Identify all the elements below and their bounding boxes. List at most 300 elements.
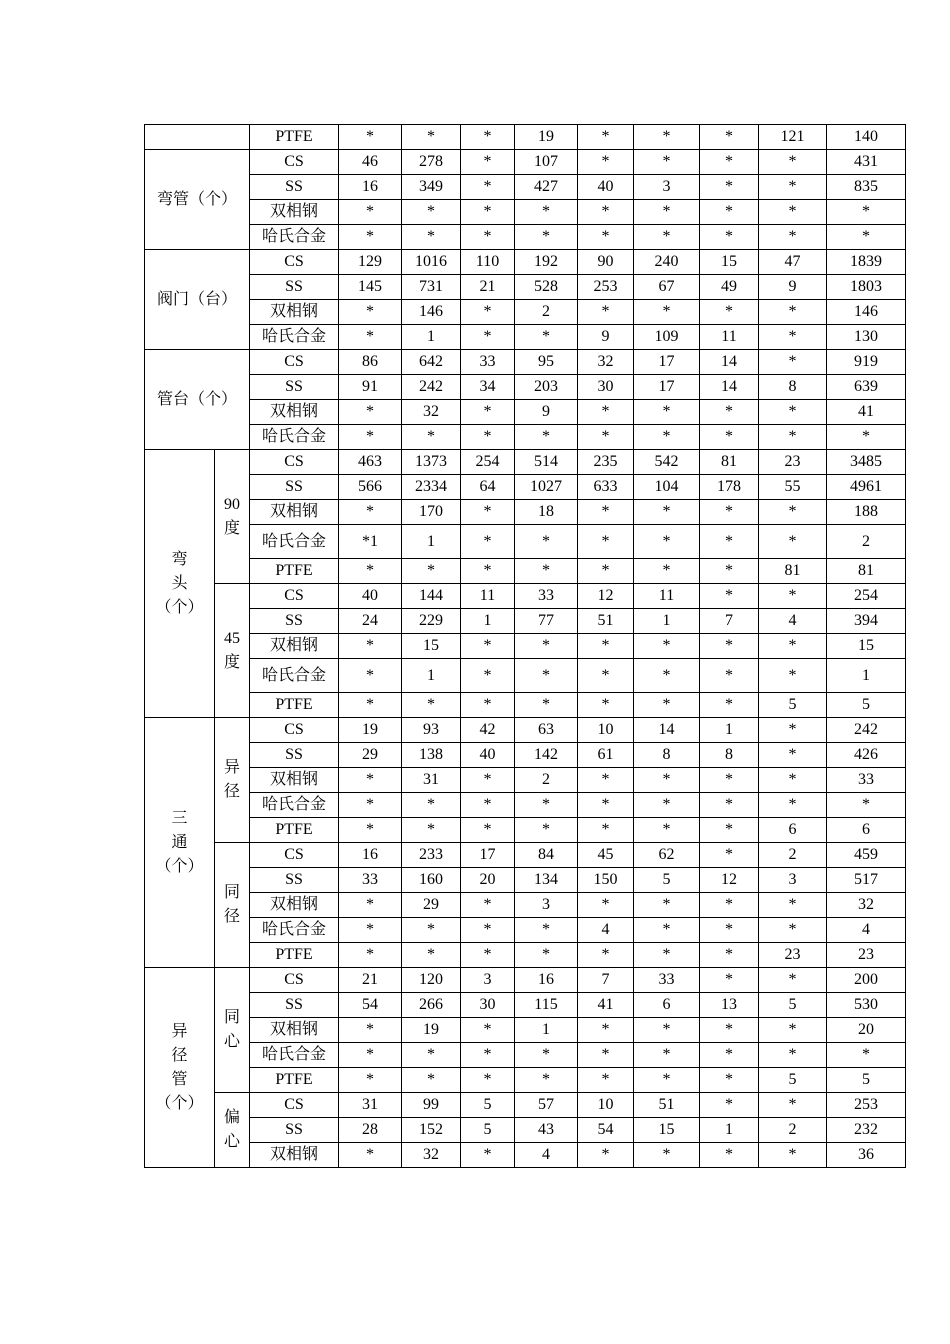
value-cell: * [578,500,634,525]
table-row [145,768,906,793]
value-cell: 2 [515,768,578,793]
value-cell: 566 [339,475,402,500]
value-cell: * [461,300,515,325]
table-row [145,200,906,225]
value-cell: * [339,818,402,843]
value-cell: * [700,634,759,659]
value-cell: * [759,1043,827,1068]
value-cell: 5 [759,1068,827,1093]
value-cell: 17 [634,375,700,400]
value-cell: * [578,818,634,843]
value-cell: * [461,634,515,659]
value-cell: 7 [578,968,634,993]
value-cell: 4 [515,1143,578,1168]
value-cell: 170 [402,500,461,525]
value-cell: * [634,634,700,659]
value-cell: * [461,943,515,968]
value-cell: * [339,893,402,918]
value-cell: * [700,793,759,818]
value-cell: 34 [461,375,515,400]
value-cell: 188 [827,500,906,525]
value-cell: 459 [827,843,906,868]
value-cell: 21 [339,968,402,993]
value-cell: * [827,1043,906,1068]
material-cell: 双相钢 [250,1143,339,1168]
value-cell: * [827,793,906,818]
subcategory-label: 45 度 [215,584,250,718]
table-row [145,659,906,693]
value-cell: 232 [827,1118,906,1143]
table-row [145,584,906,609]
value-cell: * [759,793,827,818]
value-cell: 32 [402,400,461,425]
value-cell: 33 [827,768,906,793]
value-cell: 349 [402,175,461,200]
value-cell: * [700,125,759,150]
value-cell: * [339,125,402,150]
value-cell: * [700,768,759,793]
table-row [145,743,906,768]
value-cell: 130 [827,325,906,350]
material-cell: CS [250,843,339,868]
value-cell: 17 [634,350,700,375]
table-row [145,475,906,500]
value-cell: * [578,525,634,559]
value-cell: 639 [827,375,906,400]
value-cell: 46 [339,150,402,175]
value-cell: 140 [827,125,906,150]
value-cell: * [578,150,634,175]
value-cell: 203 [515,375,578,400]
value-cell: * [700,693,759,718]
value-cell: 1 [515,1018,578,1043]
value-cell: * [461,150,515,175]
value-cell: 1 [402,659,461,693]
value-cell: * [339,425,402,450]
table-row [145,843,906,868]
value-cell: * [634,1143,700,1168]
table-row [145,275,906,300]
value-cell: 254 [827,584,906,609]
value-cell: 253 [827,1093,906,1118]
value-cell: * [339,943,402,968]
value-cell: * [515,425,578,450]
value-cell: 145 [339,275,402,300]
value-cell: * [759,200,827,225]
value-cell: * [515,793,578,818]
value-cell: 110 [461,250,515,275]
value-cell: 99 [402,1093,461,1118]
value-cell: * [634,425,700,450]
subcategory-label: 同 径 [215,843,250,968]
value-cell: 16 [339,843,402,868]
material-cell: PTFE [250,943,339,968]
value-cell: 20 [461,868,515,893]
value-cell: 15 [634,1118,700,1143]
value-cell: * [759,768,827,793]
value-cell: * [827,425,906,450]
value-cell: 40 [339,584,402,609]
value-cell: * [402,943,461,968]
material-cell: 哈氏合金 [250,1043,339,1068]
value-cell: 36 [827,1143,906,1168]
value-cell: 17 [461,843,515,868]
value-cell: * [578,1068,634,1093]
value-cell: 23 [759,943,827,968]
value-cell: * [634,225,700,250]
value-cell: * [515,693,578,718]
value-cell: * [339,200,402,225]
value-cell: * [634,1018,700,1043]
value-cell: 6 [759,818,827,843]
value-cell: * [402,793,461,818]
material-cell: 哈氏合金 [250,325,339,350]
value-cell: * [461,400,515,425]
value-cell: 109 [634,325,700,350]
value-cell: 5 [461,1093,515,1118]
value-cell: 32 [402,1143,461,1168]
category-label: 管台（个） [145,350,250,450]
value-cell: * [339,559,402,584]
category-label: 阀门（台） [145,250,250,350]
value-cell: * [578,1143,634,1168]
value-cell: * [515,818,578,843]
value-cell: * [461,559,515,584]
value-cell: 10 [578,718,634,743]
value-cell: 5 [827,1068,906,1093]
value-cell: * [578,1043,634,1068]
table-row [145,1143,906,1168]
value-cell: 5 [634,868,700,893]
material-cell: SS [250,475,339,500]
table-row [145,718,906,743]
value-cell: * [515,634,578,659]
table-row [145,1093,906,1118]
value-cell: 6 [634,993,700,1018]
value-cell: * [578,200,634,225]
value-cell: 29 [402,893,461,918]
value-cell: 21 [461,275,515,300]
value-cell: 3 [515,893,578,918]
value-cell: 150 [578,868,634,893]
value-cell: * [700,200,759,225]
value-cell: * [634,918,700,943]
value-cell: 15 [827,634,906,659]
value-cell: 514 [515,450,578,475]
reducer-category-label: 异 径 管 （个） [145,968,215,1168]
value-cell: 528 [515,275,578,300]
table-row [145,559,906,584]
material-cell: 双相钢 [250,500,339,525]
value-cell: 146 [402,300,461,325]
value-cell: 45 [578,843,634,868]
table-row [145,425,906,450]
value-cell: 32 [827,893,906,918]
value-cell: 16 [515,968,578,993]
value-cell: * [461,918,515,943]
material-cell: 哈氏合金 [250,659,339,693]
value-cell: 15 [402,634,461,659]
value-cell: 4 [578,918,634,943]
value-cell: 84 [515,843,578,868]
value-cell: 3 [634,175,700,200]
material-cell: CS [250,584,339,609]
value-cell: * [461,200,515,225]
value-cell: * [339,500,402,525]
material-cell: 双相钢 [250,893,339,918]
value-cell: * [700,400,759,425]
value-cell: 33 [515,584,578,609]
value-cell: * [634,818,700,843]
value-cell: * [759,1018,827,1043]
material-cell: 双相钢 [250,768,339,793]
value-cell: 542 [634,450,700,475]
value-cell: 3485 [827,450,906,475]
value-cell: 3 [461,968,515,993]
value-cell: * [461,525,515,559]
value-cell: 9 [759,275,827,300]
value-cell: * [759,918,827,943]
value-cell: 120 [402,968,461,993]
value-cell: * [759,718,827,743]
value-cell: * [402,200,461,225]
value-cell: * [759,893,827,918]
value-cell: 18 [515,500,578,525]
value-cell: * [700,843,759,868]
value-cell: * [634,150,700,175]
value-cell: 54 [339,993,402,1018]
value-cell: 11 [700,325,759,350]
value-cell: * [461,659,515,693]
value-cell: 30 [461,993,515,1018]
value-cell: 463 [339,450,402,475]
table-row [145,400,906,425]
value-cell: 178 [700,475,759,500]
value-cell: 152 [402,1118,461,1143]
value-cell: 278 [402,150,461,175]
material-cell: CS [250,250,339,275]
value-cell: 55 [759,475,827,500]
value-cell: 32 [578,350,634,375]
value-cell: * [634,1043,700,1068]
material-cell: SS [250,175,339,200]
table-body [145,125,906,1168]
material-cell: PTFE [250,693,339,718]
value-cell: 242 [402,375,461,400]
value-cell: 8 [700,743,759,768]
value-cell: *1 [339,525,402,559]
value-cell: * [759,1143,827,1168]
value-cell: * [759,584,827,609]
value-cell: 919 [827,350,906,375]
value-cell: 4 [759,609,827,634]
table-row [145,1068,906,1093]
value-cell: * [759,1093,827,1118]
value-cell: * [759,525,827,559]
value-cell: 40 [578,175,634,200]
value-cell: * [759,500,827,525]
value-cell: * [578,400,634,425]
material-cell: SS [250,275,339,300]
value-cell: 254 [461,450,515,475]
value-cell: * [578,659,634,693]
material-cell: SS [250,993,339,1018]
value-cell: 134 [515,868,578,893]
value-cell: 51 [578,609,634,634]
value-cell: 242 [827,718,906,743]
value-cell: * [578,225,634,250]
value-cell: 2 [827,525,906,559]
tee-category-label: 三 通 （个） [145,718,215,968]
value-cell: * [461,1043,515,1068]
value-cell: * [700,300,759,325]
value-cell: * [759,400,827,425]
value-cell: * [339,1143,402,1168]
value-cell: 1803 [827,275,906,300]
value-cell: * [515,943,578,968]
value-cell: * [700,525,759,559]
value-cell: 12 [700,868,759,893]
value-cell: 57 [515,1093,578,1118]
value-cell: 142 [515,743,578,768]
value-cell: * [461,425,515,450]
table-row [145,793,906,818]
value-cell: * [578,893,634,918]
value-cell: 31 [339,1093,402,1118]
value-cell: * [461,1018,515,1043]
value-cell: 41 [827,400,906,425]
value-cell: 9 [578,325,634,350]
material-cell: 双相钢 [250,1018,339,1043]
value-cell: * [578,793,634,818]
value-cell: * [700,1093,759,1118]
value-cell: * [402,1043,461,1068]
table-row [145,893,906,918]
material-cell: SS [250,1118,339,1143]
table-row [145,500,906,525]
value-cell: * [461,818,515,843]
value-cell: * [402,1068,461,1093]
value-cell: 5 [759,993,827,1018]
value-cell: * [759,350,827,375]
value-cell: * [339,918,402,943]
value-cell: 431 [827,150,906,175]
value-cell: * [339,1068,402,1093]
table-row [145,993,906,1018]
value-cell: 12 [578,584,634,609]
material-cell: PTFE [250,1068,339,1093]
value-cell: 1839 [827,250,906,275]
value-cell: * [461,768,515,793]
value-cell: 1 [700,1118,759,1143]
piping-statistics-table [144,124,906,1168]
table-row [145,818,906,843]
category-label: 弯管（个） [145,150,250,250]
value-cell: 2 [515,300,578,325]
value-cell: * [578,693,634,718]
value-cell: * [634,1068,700,1093]
material-cell: 双相钢 [250,300,339,325]
value-cell: * [578,943,634,968]
value-cell: 30 [578,375,634,400]
table-row [145,375,906,400]
value-cell: * [700,1143,759,1168]
table-row [145,1118,906,1143]
material-cell: PTFE [250,125,339,150]
material-cell: CS [250,968,339,993]
value-cell: * [339,659,402,693]
material-cell: CS [250,450,339,475]
subcategory-label: 异 径 [215,718,250,843]
value-cell: * [402,125,461,150]
value-cell: * [578,425,634,450]
value-cell: * [634,400,700,425]
table-row [145,125,906,150]
value-cell: 8 [759,375,827,400]
value-cell: 54 [578,1118,634,1143]
value-cell: * [402,559,461,584]
table-row [145,250,906,275]
value-cell: * [700,584,759,609]
value-cell: * [461,325,515,350]
value-cell: * [700,225,759,250]
value-cell: * [759,634,827,659]
material-cell: SS [250,375,339,400]
value-cell: 5 [461,1118,515,1143]
value-cell: 1 [700,718,759,743]
value-cell: * [700,1018,759,1043]
value-cell: * [461,125,515,150]
value-cell: 146 [827,300,906,325]
value-cell: 2334 [402,475,461,500]
value-cell: 95 [515,350,578,375]
value-cell: 192 [515,250,578,275]
value-cell: 14 [634,718,700,743]
value-cell: 240 [634,250,700,275]
value-cell: 31 [402,768,461,793]
value-cell: * [515,525,578,559]
subcategory-label: 90 度 [215,450,250,584]
value-cell: 107 [515,150,578,175]
value-cell: 33 [339,868,402,893]
table-row [145,609,906,634]
value-cell: 3 [759,868,827,893]
value-cell: 77 [515,609,578,634]
value-cell: * [634,125,700,150]
table-row [145,918,906,943]
value-cell: * [700,175,759,200]
value-cell: * [339,1018,402,1043]
value-cell: 1 [827,659,906,693]
value-cell: * [759,743,827,768]
value-cell: 1027 [515,475,578,500]
value-cell: * [634,525,700,559]
value-cell: 64 [461,475,515,500]
value-cell: * [700,150,759,175]
value-cell: 1 [634,609,700,634]
value-cell: 517 [827,868,906,893]
value-cell: * [634,559,700,584]
value-cell: * [461,500,515,525]
value-cell: * [759,225,827,250]
subcategory-label: 偏 心 [215,1093,250,1168]
value-cell: * [515,225,578,250]
value-cell: * [515,1068,578,1093]
value-cell: * [759,659,827,693]
value-cell: 43 [515,1118,578,1143]
value-cell: * [515,659,578,693]
value-cell: 33 [634,968,700,993]
